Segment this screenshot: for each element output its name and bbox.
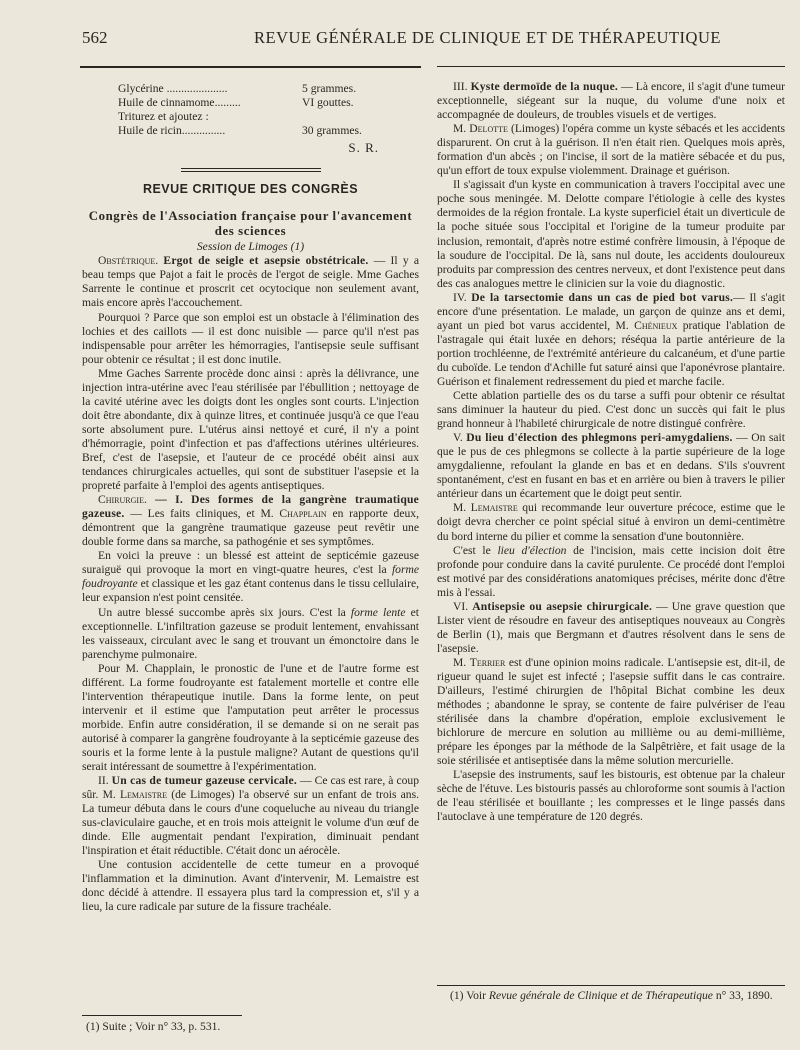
recipe-item: Huile de ricin............... bbox=[118, 124, 226, 138]
paragraph-text: est d'une opinion moins radicale. L'antisepsie est, dit-il, de rigueur quand le sujet est infecté ; l'asepsie suffit dans le cas contraire. D'ailleurs, l'estimé chirurgien de l'hôpital Bichat combine les deux méthodes ; abandonne le spray, se contente de faire pulvériser de l'eau stérilisée dans la chambre d'opération, emploie exclusivement le bichlorure de mercure en solution au millième ou au demi-millième, prépare les éponges par la méthode de la Salpêtrière, et fait usage de la soie stérilisée et antiseptisée dans la même solution mercurielle. bbox=[437, 655, 785, 768]
paragraph-text: de l'incision, mais cette incision doit être profonde pour conduire dans la cavité purulente. Ce procédé dont l'emploi est motivé par des considérations anatomiques précises, mérite donc d'être mis à l'essai. bbox=[437, 543, 785, 599]
session-line: Session de Limoges (1) bbox=[196, 240, 305, 254]
author-name: Chénieux bbox=[634, 318, 678, 332]
paragraph: Pour M. Chapplain, le pronostic de l'une et de l'autre forme est différent. La forme foudroyante est fatalement mortelle et contre elle l'intervention thérapeutique inutile. Dans la forme lente, on peut intervenir et il estime que l'amputation peut arrêter le processus morbide. Enfin autre considération, il se demande si on ne serait pas autorisé à comparer la gangrène foudroyante à la septicémie gazeuse des souris et la forme lente à la pustule maligne? Autant de questions qu'il serait intéressant de soumettre à l'expérimentation. bbox=[82, 661, 419, 774]
paragraph bbox=[82, 549, 419, 605]
author-name: Chapplain bbox=[279, 507, 327, 521]
paragraph-heading: De la tarsectomie dans un cas de pied bot varus. bbox=[471, 290, 734, 304]
footnote-rule-left bbox=[82, 1015, 242, 1016]
paragraph-heading: Kyste dermoïde de la nuque. bbox=[470, 80, 619, 93]
paragraph-text: — Les faits cliniques, et M. bbox=[124, 507, 280, 521]
footnote-text: n° 33, 1890. bbox=[712, 989, 773, 1002]
recipe-item: Huile de cinnamome......... bbox=[118, 96, 241, 110]
subsection-label: Chirurgie. bbox=[98, 493, 147, 507]
paragraph: Pourquoi ? Parce que son emploi est un obstacle à l'élimination des lochies et des caillots — il est donc nuisible — parce qu'il n'est pas indispensable pour arrêter les hémorragies, l'antisepsie seule suffisant pour obtenir ce résultat ; il est donc inutile. bbox=[82, 310, 419, 366]
paragraph-text: qui recommande leur ouverture précoce, estime que le doigt devra chercher ce point spécial situé à environ un demi-centimètre du bord interne du pilier et comme la sensation d'une boutonnière. bbox=[437, 501, 785, 543]
author-name: Terrier bbox=[469, 655, 506, 669]
recipe bbox=[118, 82, 419, 138]
paragraph-number: V. bbox=[453, 431, 467, 445]
paragraph-text: — Il s'agit encore d'une présentation. Le malade, un garçon de quinze ans et demi, ayant un pied bot varus accidentel, M. bbox=[437, 290, 785, 332]
footnote-right bbox=[450, 989, 785, 1003]
paragraph-text: et exceptionnelle. L'infiltration gazeuse se produit lentement, envahissant les vaisseaux, circulant avec le sang et trouvant un émonctoire dans le parenchyme pulmonaire. bbox=[82, 605, 420, 661]
author-name: Lemaistre bbox=[119, 788, 168, 802]
paragraph-heading: Ergot de seigle et asepsie obstétricale. bbox=[163, 254, 369, 268]
recipe-line bbox=[118, 124, 419, 138]
paragraph-number: IV. bbox=[453, 290, 472, 304]
left-column bbox=[82, 80, 419, 915]
paragraph-text: C'est le bbox=[453, 543, 498, 557]
header-rule-left bbox=[80, 66, 421, 68]
italic-term: lieu d'élection bbox=[497, 543, 567, 557]
paragraph-heading: Du lieu d'élection des phlegmons peri-amygdaliens. bbox=[466, 431, 733, 445]
recipe-line bbox=[118, 82, 419, 96]
author-name: Delotte bbox=[469, 122, 508, 136]
paragraph: Une contusion accidentelle de cette tumeur en a provoqué l'inflammation et la diminution. Avant d'intervenir, M. Lemaistre est donc décidé à attendre. Il essayera plus tard la compression et, s'il y a lieu, la cure radicale par suture de la fissure trachéale. bbox=[82, 858, 419, 914]
paragraph-number: III. bbox=[453, 80, 471, 93]
page-header bbox=[80, 28, 785, 54]
paragraph bbox=[437, 656, 785, 768]
recipe-item: Triturez et ajoutez : bbox=[118, 110, 209, 124]
paragraph-heading: Un cas de tumeur gazeuse cervicale. bbox=[111, 774, 297, 788]
section-separator bbox=[181, 168, 321, 172]
paragraph bbox=[437, 431, 785, 501]
paragraph-heading: Antisepsie ou asepsie chirurgicale. bbox=[472, 599, 653, 613]
recipe-item: Glycérine ..................... bbox=[118, 82, 228, 95]
paragraph bbox=[437, 122, 785, 178]
recipe-qty bbox=[302, 110, 419, 124]
right-column bbox=[437, 80, 785, 824]
paragraph: Mme Gaches Sarrente procède donc ainsi : après la délivrance, une injection intra-utérine avec l'eau stérilisée par l'ébullition ; nettoyage de la cavité utérine avec les doigts dont les ongles sont courts. L'injection doit être abondante, dix à quinze litres, et continuée jusqu'à ce que l'eau sorte absolument pure. L'utérus ainsi nettoyé et curé, il n'y a point d'hémorragie, point d'infection et pas d'affections utérines ultérieures. Bref, c'est de l'asepsie, et l'auteur de ce procédé obéit ainsi aux tendances chirurgicales actuelles, qui sont de substituer l'asepsie et la propreté parfaite à l'emploi des agents antiseptiques. bbox=[82, 366, 419, 493]
italic-term: forme foudroyante bbox=[82, 563, 419, 591]
paragraph-text: en rapporte deux, démontrent que la gangrène traumatique gazeuse peut revêtir une double forme dans sa marche, sa pathogénie et ses symptômes. bbox=[82, 507, 419, 549]
author-name: Lemaistre bbox=[470, 501, 518, 515]
subsection-label: Obstétrique. bbox=[98, 254, 159, 268]
recipe-line bbox=[118, 110, 419, 124]
paragraph-text: — Il y a beau temps que Pajot a fait le procès de l'ergot de seigle. Mme Gaches Sarrente le continue et proscrit cet ocytocique non seulement avant, mais encore après l'accouchement. bbox=[82, 254, 419, 310]
paragraph-chirurgie bbox=[82, 493, 419, 549]
recipe-qty: 5 grammes. bbox=[302, 82, 357, 95]
paragraph-number: II. bbox=[98, 774, 112, 788]
paragraph bbox=[437, 501, 785, 543]
recipe-line bbox=[118, 96, 419, 110]
footnote-left: (1) Suite ; Voir n° 33, p. 531. bbox=[86, 1020, 221, 1033]
footnote-rule-right bbox=[437, 985, 785, 986]
paragraph bbox=[82, 606, 419, 662]
paragraph-heading: — I. Des formes de la gangrène traumatique gazeuse. bbox=[82, 493, 419, 521]
header-rule-right bbox=[437, 66, 785, 67]
paragraph-text: En voici la preuve : un blessé est atteint de septicémie gazeuse suraiguë qui provoque la mort en vingt-quatre heures, c'est la bbox=[82, 549, 419, 577]
paragraph bbox=[437, 291, 785, 389]
paragraph-text: (de Limoges) l'a observé sur un enfant de trois ans. La tumeur débuta dans le cours d'une coqueluche au niveau du triangle sus-claviculaire gauche, et en trois mois atteignit le volume d'un œuf de dinde. Elle augmentait pendant l'expiration, diminuait pendant l'inspiration et était réductible. C'était donc un aérocèle. bbox=[82, 788, 419, 858]
section-title: REVUE CRITIQUE DES CONGRÈS bbox=[142, 182, 359, 197]
paragraph-text: — On sait que le pus de ces phlegmons se collecte à la partie supérieure de la loge amygdalienne, refoulant la glande en bas et en dedans. S'ils s'ouvrent spontanément, c'est en fusant en bas et en arrière ou bien à travers le pilier antérieur dans un écartement que le doigt peut sentir. bbox=[437, 431, 785, 501]
recipe-qty: 30 grammes. bbox=[302, 124, 362, 138]
congress-title: Congrès de l'Association française pour l'avancement des sciences bbox=[88, 209, 413, 238]
page-number: 562 bbox=[82, 28, 108, 47]
paragraph-text: et classique et les gaz étant contenus dans le tissu cellulaire, leur expansion n'est point censitée. bbox=[82, 577, 419, 605]
paragraph-text: M. bbox=[453, 655, 470, 669]
paragraph-number: VI. bbox=[453, 599, 473, 613]
paragraph bbox=[437, 600, 785, 656]
paragraph: Il s'agissait d'un kyste en communication à travers l'occipital avec une poche sous meningée. M. Delotte compare l'étiologie à celle des kystes dermoides de la région frontale. La kyste superficiel était un diverticule de la poche située sous l'occipital et l'origine de la tumeur produite par inclusion, remontait, d'après notre estimé confrère limousin, à l'époque de la soudure de l'occipital. De là, sans nul doute, les accidents douloureux produits par compression des centres nerveux, et dont l'existence peut dans des cas analogues mettre le clinicien sur la voie du diagnostic. bbox=[437, 178, 785, 290]
paragraph bbox=[437, 544, 785, 600]
paragraph: Cette ablation partielle des os du tarse a suffi pour obtenir ce résultat sans diminuer la hauteur du pied. C'est donc un succès qui fait le plus grand honneur à l'habileté chirurgicale de notre distingué confrère. bbox=[437, 389, 785, 431]
paragraph-text: — Ce cas est rare, à coup sûr. M. bbox=[82, 774, 419, 802]
running-title: REVUE GÉNÉRALE DE CLINIQUE ET DE THÉRAPEUTIQUE bbox=[254, 28, 721, 47]
paragraph-text: Un autre blessé succombe après six jours. C'est la bbox=[98, 605, 351, 619]
paragraph: L'asepsie des instruments, sauf les bistouris, est obtenue par la chaleur sèche de l'étuve. Les bistouris passés au chloroforme sont soumis à l'action de l'eau stérilisée et bouillante ; les compresses et le linge passés dans l'autoclave à une température de 120 degrés. bbox=[437, 768, 785, 824]
footnote-text: (1) Voir bbox=[450, 989, 489, 1002]
paragraph-text: — Là encore, il s'agit d'une tumeur exceptionnelle, siégeant sur la nuque, du volume d'une noix et accompagnée de douleurs, de troubles visuels et de vertiges. bbox=[437, 80, 786, 122]
italic-term: forme lente bbox=[350, 605, 406, 619]
paragraph bbox=[437, 80, 785, 122]
paragraph-text: (Limoges) l'opéra comme un kyste sébacés et les accidents disparurent. On crut à la guérison. Il n'en était rien. Quelques mois après, formation d'un abcès ; on l'incise, il sort de la matière sébacée et du pus, qu'un effort de toux expulse violemment. Drainage et guérison. bbox=[437, 122, 785, 178]
footnote-journal: Revue générale de Clinique et de Thérapeutique bbox=[488, 989, 713, 1002]
paragraph-text: pratique l'ablation de l'astragale qui était luxée en dehors; réséqua la partie antérieure de la portion trochléenne, de l'extrémité antérieure du calcanéum, et d'une partie du cuboïde. Le tendon d'Achille fut saturé ainsi que l'aponévrose plantaire. Guérison et finalement redressement du pied et marche facile. bbox=[437, 318, 785, 388]
recipe-qty: VI gouttes. bbox=[302, 96, 354, 110]
paragraph-obstetrique bbox=[82, 254, 419, 310]
paragraph-text: M. bbox=[453, 122, 470, 136]
paragraph-text: — Une grave question que Lister vient de résoudre en faveur des antiseptiques nouveaux au Congrès de Berlin (1), mais que Bergmann et d'autres résolvent dans le sens de l'asepsie. bbox=[437, 599, 785, 655]
signature: S. R. bbox=[348, 140, 379, 156]
paragraph bbox=[82, 774, 419, 858]
paragraph-text: M. bbox=[453, 501, 471, 515]
